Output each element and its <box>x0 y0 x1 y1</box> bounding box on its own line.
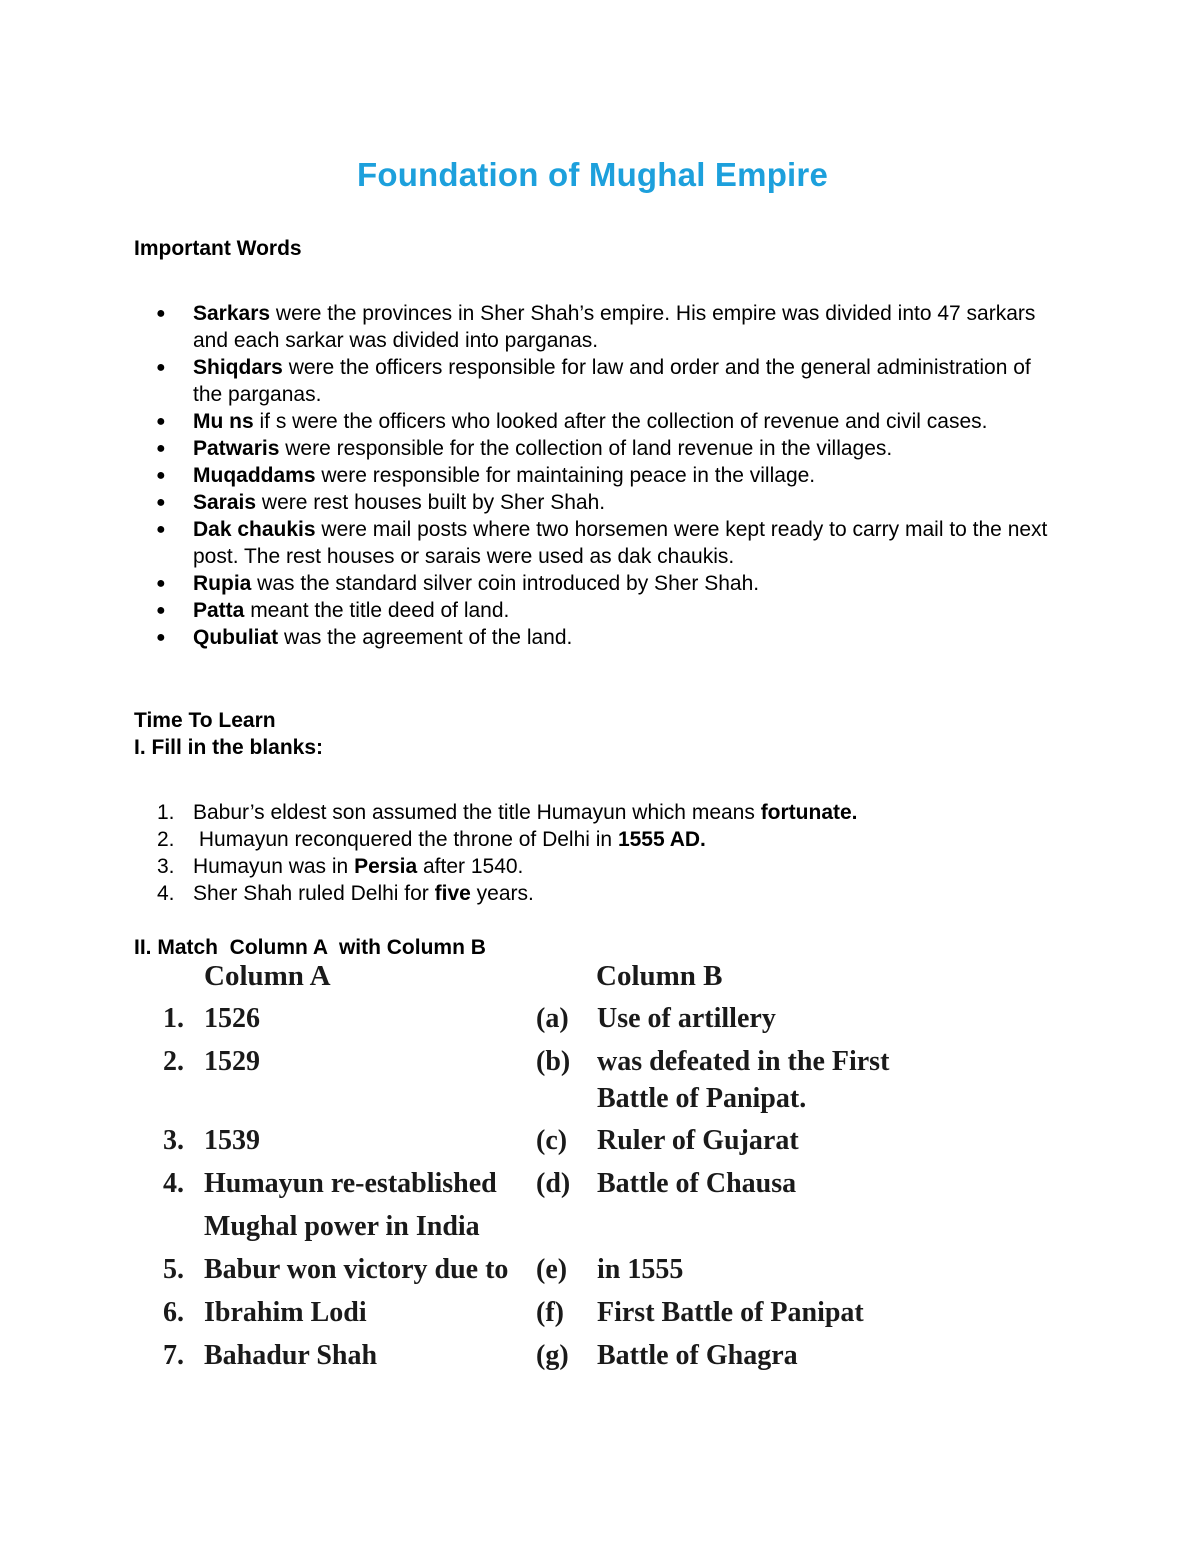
important-word-definition: were the provinces in Sher Shah’s empire. His empire was divided into 47 sarkars and each sarkar was divided into parganas. <box>193 302 1042 352</box>
important-word-term: Shiqdars <box>193 356 283 379</box>
bullet-icon: ● <box>156 629 166 646</box>
column-b-item: in 1555 <box>597 1254 684 1285</box>
bullet-icon: ● <box>156 521 166 538</box>
bullet-icon: ● <box>156 359 166 376</box>
important-word-term: Patwaris <box>193 437 280 460</box>
important-word-definition: were mail posts where two horsemen were kept ready to carry mail to the next post. The rest houses or sarais were used as dak chaukis. <box>193 518 1054 568</box>
column-a-item: 1529 <box>204 1046 260 1077</box>
column-b-item: Ruler of Gujarat <box>597 1125 799 1156</box>
match-row-letter: (d) <box>536 1168 571 1199</box>
match-row-number: 2. <box>163 1046 184 1077</box>
fill-blanks-heading: I. Fill in the blanks: <box>134 736 324 759</box>
time-to-learn-heading: Time To Learn <box>134 709 276 732</box>
important-word-term: Sarkars <box>193 302 271 325</box>
important-word-term: Rupia <box>193 572 252 595</box>
bullet-icon: ● <box>156 305 166 322</box>
important-word-definition: was the standard silver coin introduced by Sher Shah. <box>251 572 760 595</box>
fill-blank-answer: fortunate. <box>760 801 858 824</box>
column-b-item: Battle of Panipat. <box>597 1083 807 1114</box>
bullet-icon: ● <box>156 467 166 484</box>
fill-blank-text: Babur’s eldest son assumed the title Humayun which means <box>193 801 761 824</box>
match-row-number: 6. <box>163 1297 184 1328</box>
fill-blank-text-after: after 1540. <box>417 855 524 878</box>
match-heading: II. Match Column A with Column B <box>134 936 486 959</box>
important-word-definition: was the agreement of the land. <box>278 626 573 649</box>
match-row-letter: (c) <box>536 1125 568 1156</box>
column-b-header: Column B <box>596 960 723 992</box>
important-word-definition: were responsible for maintaining peace in the village. <box>315 464 816 487</box>
fill-blank-text: Sher Shah ruled Delhi for <box>193 882 435 905</box>
important-word-definition: were the officers responsible for law and order and the general administration of the parganas. <box>193 356 1037 406</box>
bullet-icon: ● <box>156 494 166 511</box>
column-a-item: Humayun re-established <box>204 1168 497 1199</box>
important-word-definition: meant the title deed of land. <box>244 599 510 622</box>
column-a-header: Column A <box>204 960 331 992</box>
bullet-icon: ● <box>156 602 166 619</box>
important-words-heading: Important Words <box>134 237 302 260</box>
bullet-icon: ● <box>156 575 166 592</box>
fill-blank-number: 1. <box>157 801 175 824</box>
fill-blank-number: 2. <box>157 828 175 851</box>
fill-blank-number: 4. <box>157 882 175 905</box>
column-a-item: 1526 <box>204 1003 260 1034</box>
important-word-term: Qubuliat <box>193 626 279 649</box>
fill-blank-text: Humayun reconquered the throne of Delhi in <box>193 828 618 851</box>
important-word-term: Mu ns <box>193 410 254 433</box>
bullet-icon: ● <box>156 413 166 430</box>
match-row-letter: (e) <box>536 1254 568 1285</box>
important-word-term: Dak chaukis <box>193 518 316 541</box>
column-a-item: Bahadur Shah <box>204 1340 378 1371</box>
bullet-icon: ● <box>156 440 166 457</box>
column-b-item: Battle of Chausa <box>597 1168 797 1199</box>
page-title: Foundation of Mughal Empire <box>356 156 829 193</box>
match-row-number: 7. <box>163 1340 184 1371</box>
match-row-number: 3. <box>163 1125 184 1156</box>
column-b-item: First Battle of Panipat <box>597 1297 864 1328</box>
column-a-item: 1539 <box>204 1125 260 1156</box>
column-a-item: Babur won victory due to <box>204 1254 509 1285</box>
fill-blank-text: Humayun was in <box>193 855 355 878</box>
important-word-term: Patta <box>193 599 245 622</box>
fill-blank-answer: five <box>434 882 471 905</box>
match-row-number: 5. <box>163 1254 184 1285</box>
fill-blank-number: 3. <box>157 855 175 878</box>
column-b-item: Use of artillery <box>597 1003 776 1034</box>
column-a-item: Ibrahim Lodi <box>204 1297 367 1328</box>
important-word-term: Muqaddams <box>193 464 316 487</box>
match-row-letter: (a) <box>536 1003 569 1034</box>
important-word-definition: were rest houses built by Sher Shah. <box>256 491 606 514</box>
match-row-letter: (g) <box>536 1340 569 1371</box>
fill-blank-answer: 1555 AD. <box>617 828 706 851</box>
column-b-item: was defeated in the First <box>597 1046 890 1077</box>
match-row-letter: (b) <box>536 1046 571 1077</box>
important-word-term: Sarais <box>193 491 257 514</box>
important-word-definition: were responsible for the collection of land revenue in the villages. <box>279 437 893 460</box>
important-word-definition: if s were the officers who looked after the collection of revenue and civil cases. <box>253 410 988 433</box>
fill-blank-text-after: years. <box>470 882 534 905</box>
column-a-item: Mughal power in India <box>204 1211 480 1242</box>
column-b-item: Battle of Ghagra <box>597 1340 798 1371</box>
match-row-number: 1. <box>163 1003 184 1034</box>
fill-blank-answer: Persia <box>354 855 418 878</box>
match-row-letter: (f) <box>536 1297 564 1328</box>
match-row-number: 4. <box>163 1168 184 1199</box>
